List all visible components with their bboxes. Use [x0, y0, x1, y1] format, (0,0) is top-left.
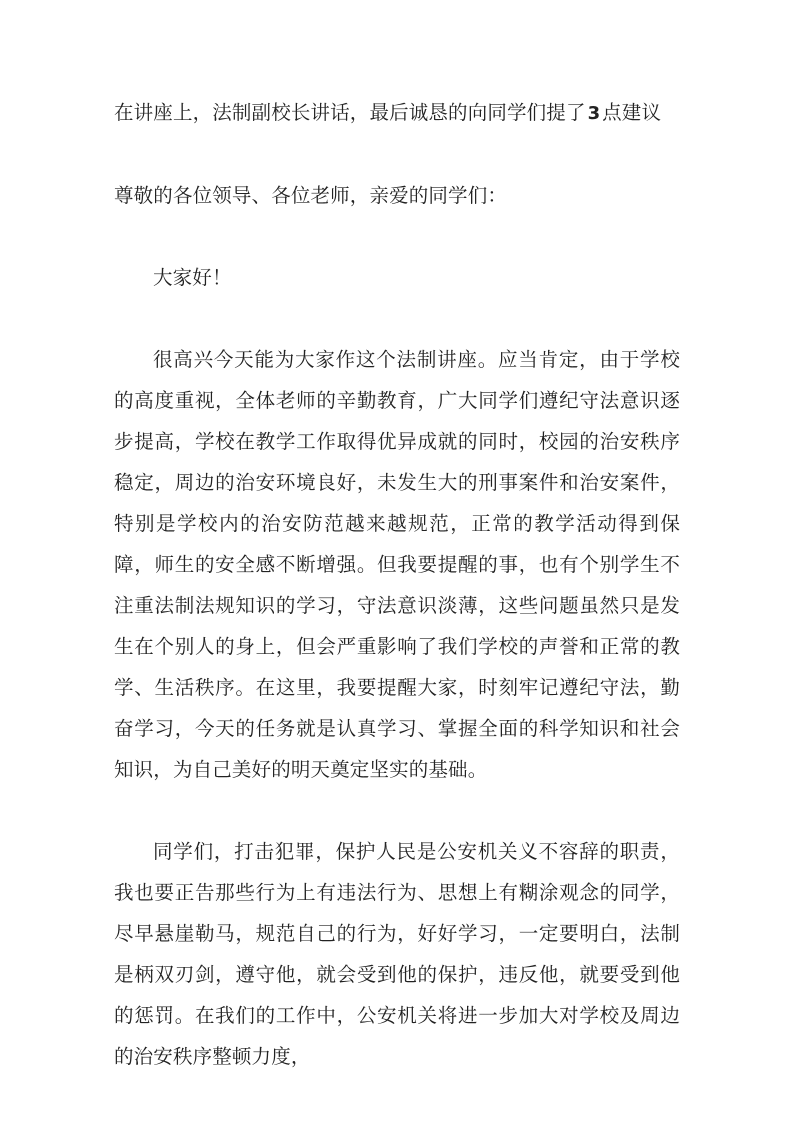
salutation: 尊敬的各位领导、各位老师，亲爱的同学们：: [114, 184, 508, 207]
document-text-body: [114, 92, 680, 1077]
body-paragraph-1: 很高兴今天能为大家作这个法制讲座。应当肯定，由于学校的高度重视，全体老师的辛勤教育，广大同学们遵纪守法意识逐步提高，学校在教学工作取得优异成就的同时，校园的治安秩序稳定，周边的治安环境良好，未发生大的刑事案件和治安案件，特别是学校内的治安防范越来越规范，正常的教学活动得到保障，师生的安全感不断增强。但我要提醒的事，也有个别学生不注重法制法规知识的学习，守法意识淡薄，这些问题虽然只是发生在个别人的身上，但会严重影响了我们学校的声誉和正常的教学、生活秩序。在这里，我要提醒大家，时刻牢记遵纪守法，勤奋学习，今天的任务就是认真学习、掌握全面的科学知识和社会知识，为自己美好的明天奠定坚实的基础。: [114, 348, 680, 781]
greeting: 大家好！: [153, 266, 232, 289]
inline-number: 3: [587, 103, 601, 124]
body-paragraph-2: 同学们，打击犯罪，保护人民是公安机关义不容辞的职责，我也要正告那些行为上有违法行为、思想上有糊涂观念的同学，尽早悬崖勒马，规范自己的行为，好好学习，一定要明白，法制是柄双刃剑，遵守他，就会受到他的保护，违反他，就要受到他的惩罚。在我们的工作中，公安机关将进一步加大对学校及周边的治安秩序整顿力度，: [114, 840, 680, 1068]
title-line: 在讲座上，法制副校长讲话，最后诚恳的向同学们提了 3 点建议: [114, 101, 662, 124]
